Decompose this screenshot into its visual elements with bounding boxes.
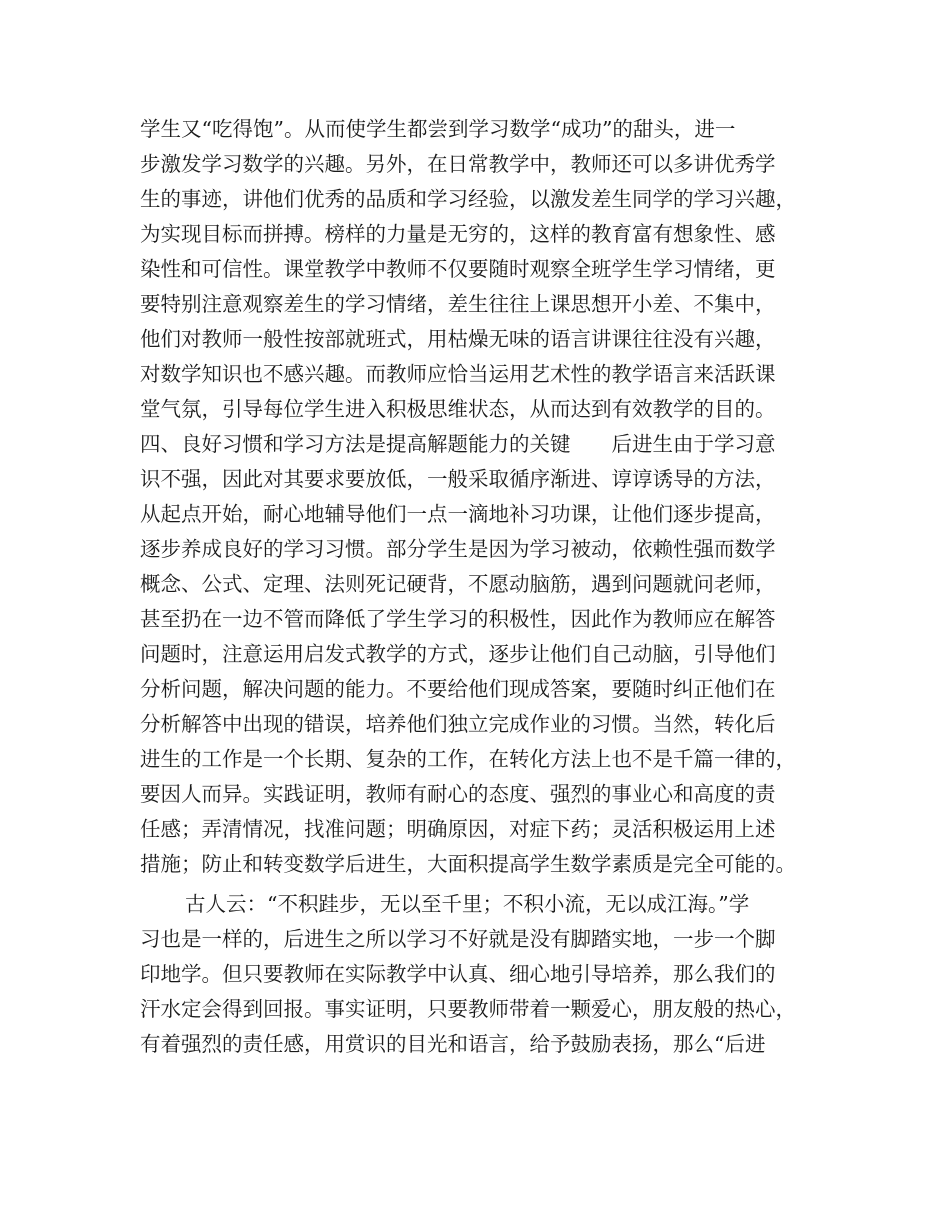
text-line: 生的事迹，讲他们优秀的品质和学习经验，以激发差生同学的学习兴趣， — [140, 187, 796, 211]
section-heading-line: 四、良好习惯和学习方法是提高解题能力的关键 后进生由于学习意 — [140, 432, 776, 456]
text-line: 进生的工作是一个长期、复杂的工作，在转化方法上也不是千篇一律的， — [140, 747, 796, 771]
text-line: 逐步养成良好的学习习惯。部分学生是因为学习被动，依赖性强而数学 — [140, 537, 776, 561]
text-line: 古人云：“不积跬步，无以至千里；不积小流，无以成江海。”学 — [185, 892, 750, 916]
text-line: 要因人而异。实践证明，教师有耐心的态度、强烈的事业心和高度的责 — [140, 782, 776, 806]
text-line: 分析问题，解决问题的能力。不要给他们现成答案，要随时纠正他们在 — [140, 677, 776, 701]
text-line: 对数学知识也不感兴趣。而教师应恰当运用艺术性的教学语言来活跃课 — [140, 362, 776, 386]
text-line: 习也是一样的，后进生之所以学习不好就是没有脚踏实地，一步一个脚 — [140, 927, 776, 951]
paragraph — [140, 112, 830, 882]
text-line: 问题时，注意运用启发式教学的方式，逐步让他们自己动脑，引导他们 — [140, 642, 776, 666]
text-line: 步激发学习数学的兴趣。另外，在日常教学中，教师还可以多讲优秀学 — [140, 152, 776, 176]
text-line: 概念、公式、定理、法则死记硬背，不愿动脑筋，遇到问题就问老师， — [140, 572, 776, 596]
text-line: 汗水定会得到回报。事实证明，只要教师带着一颗爱心，朋友般的热心， — [140, 997, 796, 1021]
text-line: 识不强，因此对其要求要放低，一般采取循序渐进、谆谆诱导的方法， — [140, 467, 776, 491]
document-body — [140, 112, 830, 1062]
text-line: 要特别注意观察差生的学习情绪，差生往往上课思想开小差、不集中， — [140, 292, 776, 316]
text-line: 措施；防止和转变数学后进生，大面积提高学生数学素质是完全可能的。 — [140, 852, 796, 876]
text-line: 有着强烈的责任感，用赏识的目光和语言，给予鼓励表扬，那么“后进 — [140, 1032, 766, 1056]
text-line: 印地学。但只要教师在实际教学中认真、细心地引导培养，那么我们的 — [140, 962, 776, 986]
text-line: 学生又“吃得饱”。从而使学生都尝到学习数学“成功”的甜头，进一 — [140, 117, 736, 141]
text-line: 甚至扔在一边不管而降低了学生学习的积极性，因此作为教师应在解答 — [140, 607, 776, 631]
text-line: 任感；弄清情况，找准问题；明确原因，对症下药；灵活积极运用上述 — [140, 817, 776, 841]
text-line: 为实现目标而拼搏。榜样的力量是无穷的，这样的教育富有想象性、感 — [140, 222, 776, 246]
text-line: 从起点开始，耐心地辅导他们一点一滴地补习功课，让他们逐步提高， — [140, 502, 776, 526]
text-line: 他们对教师一般性按部就班式，用枯燥无味的语言讲课往往没有兴趣， — [140, 327, 776, 351]
text-line: 染性和可信性。课堂教学中教师不仅要随时观察全班学生学习情绪，更 — [140, 257, 776, 281]
text-line: 分析解答中出现的错误，培养他们独立完成作业的习惯。当然，转化后 — [140, 712, 776, 736]
paragraph — [140, 887, 830, 1062]
text-line: 堂气氛，引导每位学生进入积极思维状态，从而达到有效教学的目的。 — [140, 397, 776, 421]
